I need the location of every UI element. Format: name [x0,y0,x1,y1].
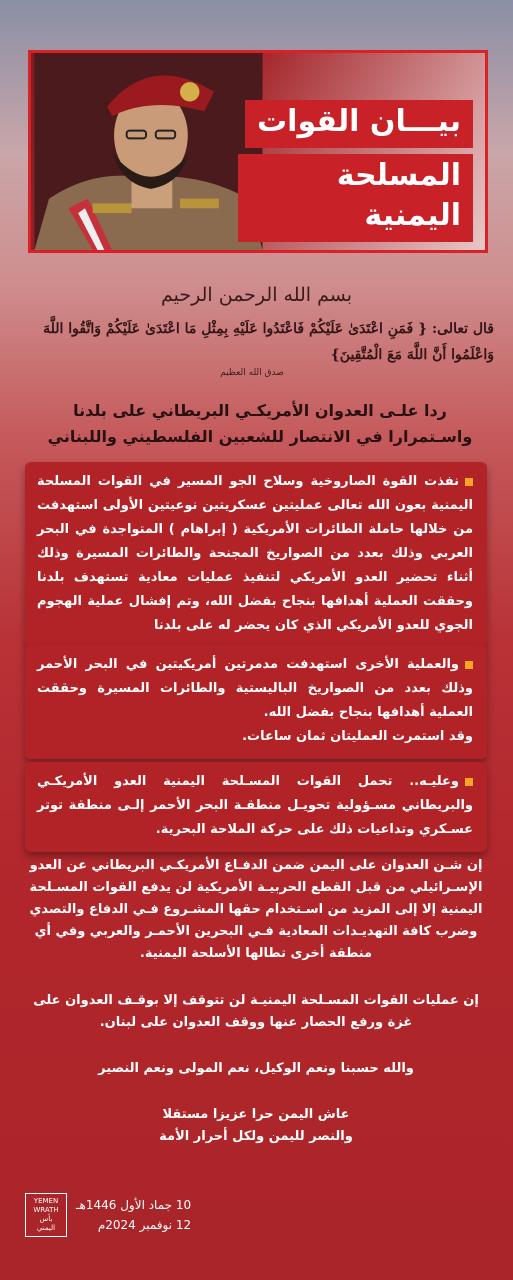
intro-statement: ردا علـى العدوان الأمريكـي البريطاني على بلدنا واسـتمرارا في الانتصار للشعبين الفلسطيني واللبناني [47,401,473,446]
title-box [238,100,473,242]
date-hijri: 10 جماد الأول 1446هـ [76,1198,192,1212]
card-1-text: نفذت القوة الصاروخية وسلاح الجو المسير في القوات المسلحة اليمنية بعون الله تعالى عمليتين عسكريتين نوعيتين الأولى استهدفت من خلالها حاملة الطائرات الأمريكية ( إبراهام ) المتواجدة في البحر العربي وذلك بعدد من الصواريخ المجنحة والطائرات المسيرة وذلك أثناء تحضير العدو الأمريكي لتنفيذ عمليات معادية تستهدف بلدنا وحققت العملية أهدافها بنجاح بفضل الله، وتم إفشال عملية الهجوم الجوي للعدو الأمريكي الذي كان يحضر له على بلدنا [37,474,473,633]
bullet-icon [465,778,473,786]
paragraph-3: والله حسبنا ونعم الوكيل، نعم المولى ونعم النصير [98,1061,414,1076]
paragraph-1: إن شـن العدوان على اليمن ضمن الدفـاع الأمريكـي البريطاني عن العدو الإسـرائيلي من قبل القطع الحربيـة الأمريكية لن يدفع القوات المسـلحة اليمنية إلا إلى المزيد من اسـتخدام حقها المشـروع فـي الدفاع والتصدي وضرب كافة التهديـدات المعادية فـي البحرين الأحمـر والعربي وفي أي منطقة أخرى تطالها الأسلحة اليمنية. [29,858,483,961]
basmala: بسم الله الرحمن الرحيم [161,284,352,306]
closing-line-1: عاش اليمن حرا عزيزا مستقلا [162,1107,350,1122]
quran-verse: قال تعالى: { فَمَنِ اعْتَدَىٰ عَلَيْكُمْ فَاعْتَدُوا عَلَيْهِ بِمِثْلِ مَا اعْتَدَىٰ عَلَيْكُمْ وَاتَّقُوا اللَّهَ وَاعْلَمُوا أَنَّ اللَّهَ مَعَ الْمُتَّقِينَ} [43,321,494,363]
statement-card-2 [25,645,487,759]
paragraph-2: إن عمليات القوات المسـلحة اليمنيـة لن تتوقف إلا بوقـف العدوان على غزة ورفع الحصار عنها ووقف العدوان على لبنان. [33,993,479,1030]
date-gregorian: 12 نوفمبر 2024م [97,1218,192,1232]
card-2-extra: وقد استمرت العمليتان ثمان ساعات. [242,729,473,744]
spokesman-portrait [31,53,266,250]
title-line-2: المسلحة اليمنية [238,154,473,242]
statement-card-3 [25,762,487,852]
card-2-text: والعملية الأخرى استهدفت مدمرتين أمريكيتين في البحر الأحمر وذلك بعدد من الصواريخ الباليستية والطائرات المسيرة وحققت العملية أهدافها بنجاح بفضل الله. [37,657,473,720]
bullet-icon [465,478,473,486]
yemen-wrath-logo: YEMEN WRATH بأس اليمني [25,1193,67,1237]
date-block [76,1195,191,1235]
closing-line-2: والنصر لليمن ولكل أحرار الأمة [159,1129,353,1144]
bullet-icon [465,661,473,669]
title-line-1: بيـــان القوات [245,100,473,148]
statement-card-1 [25,462,487,648]
card-3-text: وعليـه.. تحمل القوات المسـلحة اليمنية العدو الأمريكـي والبريطاني مسـؤولية تحويـل منطقـة البحر الأحمر إلـى منطقة توتر عسـكري وتداعيات ذلك على حركة الملاحة البحرية. [37,774,473,837]
verse-note: صدق الله العظيم [220,368,284,378]
header-banner [28,50,488,253]
